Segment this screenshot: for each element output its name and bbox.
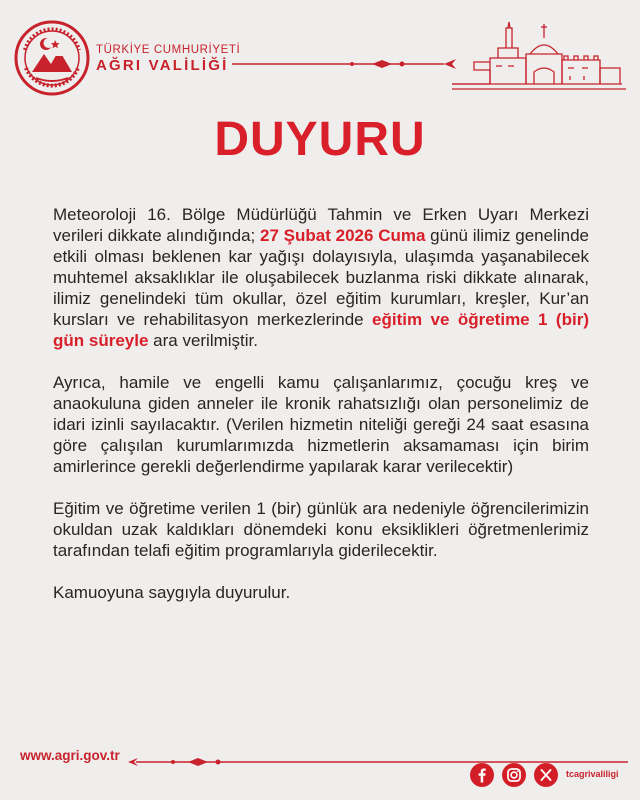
- paragraph-1-text-e: ara verilmiştir.: [148, 331, 258, 350]
- paragraph-2: Ayrıca, hamile ve engelli kamu çalışanlarımız, çocuğu kreş ve anaokuluna giden anneler ile kronik rahatsızlığı olan personelimiz de idari izinli sayılacaktır. (Verilen hizmetin niteliği gereği 24 saat esasına göre çalışılan kurumlarımızda hizmetlerin aksamaması için birim amirlerince gerekli değerlendirme yapılarak karar verilecektir): [53, 373, 589, 476]
- website-link[interactable]: www.agri.gov.tr: [20, 748, 120, 763]
- instagram-icon[interactable]: [502, 763, 526, 787]
- highlight-date: 27 Şubat 2026 Cuma: [260, 226, 426, 245]
- paragraph-4: Kamuoyuna saygıyla duyurulur.: [53, 583, 291, 602]
- announcement-body: [53, 204, 589, 603]
- paragraph-1: [53, 204, 589, 351]
- x-icon[interactable]: [534, 763, 558, 787]
- brand-line-1: TÜRKİYE CUMHURİYETİ: [96, 44, 241, 56]
- palace-illustration: [450, 14, 626, 94]
- announcement-title: DUYURU: [214, 113, 426, 166]
- brand-line-2: AĞRI VALİLİĞİ: [96, 57, 229, 74]
- paragraph-1-text-a: Meteoroloji 16. Bölge Müdürlüğü Tahmin ve Erken Uyarı Merkezi verileri dikkate alındığında;: [53, 205, 589, 245]
- highlight-duration: eğitim ve öğretime 1 (bir) gün süreyle: [53, 310, 589, 350]
- decorative-divider: [232, 57, 460, 71]
- brand-title: [96, 44, 240, 75]
- paragraph-3: Eğitim ve öğretime verilen 1 (bir) günlük ara nedeniyle öğrencilerimizin okuldan uzak kaldıkları dönemdeki konu eksiklikleri öğretmenlerimiz tarafından telafi eğitim programlarıyla giderilecektir.: [53, 499, 589, 560]
- governorship-seal: [14, 20, 90, 96]
- facebook-icon[interactable]: [470, 763, 494, 787]
- social-handle: tcagrivaliligi: [566, 769, 619, 779]
- paragraph-1-text-c: günü ilimiz genelinde etkili olması beklenen kar yağışı dolayısıyla, ulaşımda yaşanabilecek muhtemel aksaklıklar ile oluşabilecek buzlanma riski dikkate alınarak, ilimiz genelindeki tüm okullar, özel eğitim kurumları, kreşler, Kur’an kursları ve rehabilitasyon merkezlerinde: [53, 226, 589, 329]
